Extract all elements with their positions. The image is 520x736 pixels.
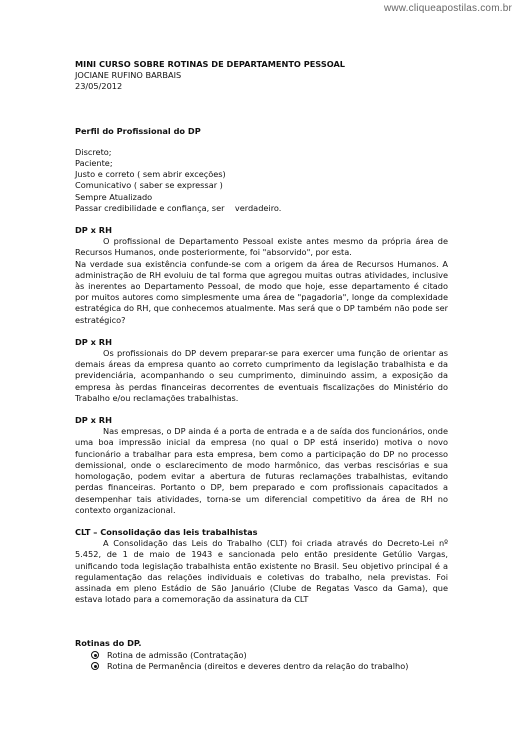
routines-heading: Rotinas do DP. [75, 638, 142, 649]
profile-trait: Passar credibilidade e confiança, ser verdadeiro. [75, 202, 282, 213]
radio-bullet-icon [91, 651, 99, 659]
routines-list [75, 650, 448, 672]
section-heading-clt: CLT – Consolidação das leis trabalhistas [75, 526, 258, 537]
profile-heading: Perfil do Profissional do DP [75, 125, 201, 136]
routine-label: Rotina de Permanência (direitos e deveres dentro da relação do trabalho) [107, 660, 409, 671]
section-heading-dp-rh-1: DP x RH [75, 225, 112, 236]
document-page [75, 59, 448, 672]
radio-bullet-icon [91, 662, 99, 670]
profile-trait: Justo e correto ( sem abrir exceções) [75, 169, 226, 180]
section-paragraph: A Consolidação das Leis do Trabalho (CLT) foi criada através do Decreto-Lei nº 5.452, de 1 de maio de 1943 e sancionada pelo então presidente Getúlio Vargas, unificando toda legislação trabalhista então existente no Brasil. Seu objetivo principal é a regulamentação das relações individuais e coletivas do trabalho, nela previstas. Foi assinada em pleno Estádio de São Januário (Clube de Regatas Vasco da Gama), que estava lotado para a comemoração da assinatura da CLT [75, 538, 448, 605]
section-heading-dp-rh-3: DP x RH [75, 415, 112, 426]
section-paragraph: Os profissionais do DP devem preparar-se para exercer uma função de orientar as demais áreas da empresa quanto ao correto cumprimento da legislação trabalhista e da previdenciária, acompanhando o seu cumprimento, diminuindo assim, a exposição da empresa às perdas financeiras decorrentes de eventuais fiscalizações do Ministério do Trabalho e/ou reclamações trabalhistas. [75, 348, 448, 403]
section-paragraph: Na verdade sua existência confunde-se com a origem da área de Recursos Humanos. A administração de RH evoluiu de tal forma que agregou muitas outras atividades, inclusive às inerentes ao Departamento Pessoal, de modo que hoje, esse departamento é citado por muitos autores como simplesmente uma área de "pagadoria", longe da complexidade estratégica do RH, que conhecemos atualmente. Mas será que o DP também não pode ser estratégico? [75, 258, 448, 325]
routine-label: Rotina de admissão (Contratação) [107, 649, 247, 660]
profile-trait-list [75, 147, 448, 214]
document-author: JOCIANE RUFINO BARBAIS [75, 70, 182, 81]
document-header [75, 59, 448, 93]
section-paragraph: Nas empresas, o DP ainda é a porta de entrada e a de saída dos funcionários, onde uma boa impressão inicial da empresa (no qual o DP está inserido) motiva o novo funcionário a trabalhar para esta empresa, bem como a participação do DP no processo demissional, onde o esclarecimento de modo harmônico, das verbas rescisórias e sua homologação, podem evitar a abertura de futuras reclamações trabalhistas, evitando perdas financeiras. Portanto o DP, bem preparado e com profissionais capacitados a desempenhar tais atividades, torna-se um diferencial competitivo da área de RH no contexto organizacional. [75, 426, 448, 515]
profile-trait: Comunicativo ( saber se expressar ) [75, 180, 223, 191]
site-watermark: www.cliqueapostilas.com.br [383, 3, 512, 14]
routine-item [91, 650, 448, 661]
profile-trait: Paciente; [75, 158, 113, 169]
profile-trait: Sempre Atualizado [75, 191, 153, 202]
profile-trait: Discreto; [75, 146, 112, 157]
section-heading-dp-rh-2: DP x RH [75, 336, 112, 347]
document-title: MINI CURSO SOBRE ROTINAS DE DEPARTAMENTO PESSOAL [75, 59, 346, 69]
document-date: 23/05/2012 [75, 81, 123, 92]
section-paragraph: O profissional de Departamento Pessoal existe antes mesmo da própria área de Recursos Humanos, onde posteriormente, foi "absorvido", por esta. [75, 236, 448, 258]
routine-item [91, 661, 448, 672]
